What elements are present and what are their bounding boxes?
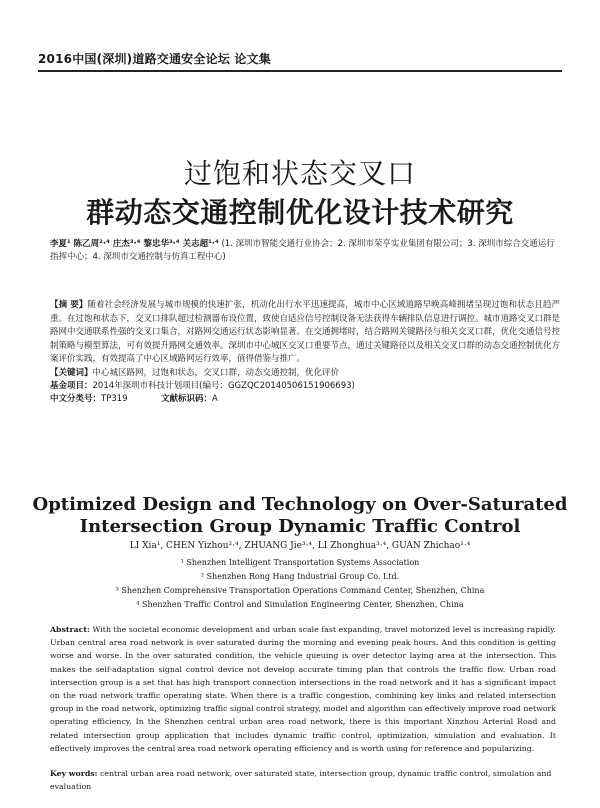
authors-block-cn: [50, 238, 560, 264]
funding-text: 2014年深圳市科技计划项目(编号：GGZQC20140506151906693): [92, 380, 355, 391]
affiliation-en-4: ⁴ Shenzhen Traffic Control and Simulation Engineering Center, Shenzhen, China: [136, 600, 464, 609]
affiliation-en-3: ³ Shenzhen Comprehensive Transportation Operations Command Center, Shenzhen, China: [115, 586, 485, 595]
keywords-cn-label: 【关键词】: [50, 367, 93, 378]
keywords-en-text: central urban area road network, over saturated state, intersection group, dynamic traffic control, simulation and evaluation: [50, 769, 552, 791]
affiliations-cn: (1. 深圳市智能交通行业协会；2. 深圳市荣亨实业集团有限公司；3. 深圳市综合交通运行指挥中心；4. 深圳市交通控制与仿真工程中心): [50, 239, 555, 262]
authors-en: LI Xia¹, CHEN Yizhou²·⁴, ZHUANG Jie³·⁴, LI Zhonghua³·⁴, GUAN Zhichao¹·⁴: [129, 541, 471, 551]
funding: [50, 380, 560, 393]
keywords-cn: [50, 367, 560, 380]
affiliation-en-2: ² Shenzhen Rong Hang Industrial Group Co. Ltd.: [200, 572, 400, 581]
funding-label: 基金项目：: [50, 380, 93, 391]
affiliation-en-1: ¹ Shenzhen Intelligent Transportation Systems Association: [180, 558, 420, 567]
classification-value: TP319: [101, 393, 128, 404]
doc-code-label: 文献标识码：: [161, 393, 213, 404]
keywords-en-label: Key words:: [50, 769, 98, 778]
title-en: Optimized Design and Technology on Over-Saturated Intersection Group Dynamic Traffic Control: [32, 494, 568, 537]
proceedings-header: 2016中国(深圳)道路交通安全论坛 论文集: [38, 52, 271, 66]
header-rule: [38, 70, 562, 72]
abstract-en-text: With the societal economic development and urban scale fast expanding, travel motorized level is increasing rapidly. Urban central area road network is over saturated during the morning and evening peak hours. And this condition is getting worse and worse. In the over saturated condition, the vehicle queuing is over detector laying area at the intersection. This makes the self-adaptation signal control device not develop accurate timing plan that controls the traffic flow. Urban road intersection group is a set that has high transport connection intersections in the road network and it has a significant impact on the road network traffic operating state. When there is a traffic congestion, combining key links and related intersection group in the road network, optimizing traffic signal control strategy, model and algorithm can effectively improve road network operating efficiency. In the Shenzhen central urban area road network, there is this important Xinzhou Arterial Road and related intersection group application that includes dynamic traffic control, optimization, simulation and evaluation. It effectively improves the central area road network operating efficiency and is worth using for reference and popularizing.: [50, 625, 556, 753]
title-cn-line1: 过饱和状态交叉口: [183, 157, 416, 190]
classification-row: [50, 393, 560, 406]
abstract-block-cn: [50, 299, 560, 406]
abstract-cn-text: 随着社会经济发展与城市规模的快速扩张，机动化出行水平迅速提高，城市中心区域道路早晚高峰拥堵呈现过饱和状态且趋严重。在过饱和状态下，交叉口排队超过检测器布设位置，致使自适应信号控制设备无法获得车辆排队信息进行调控。城市道路交叉口群是路网中交通联系性强的交叉口集合，对路网交通运行状态影响显著。在交通拥堵时，结合路网关键路径与相关交叉口群，优化交通信号控制策略与模型算法，可有效提升路网交通效率。深圳市中心城区交叉口重要节点，通过关键路径以及相关交叉口群的动态交通控制优化方案评价实践，有效提高了中心区域路网运行效率，值得借鉴与推广。: [50, 300, 561, 365]
abstract-cn: [50, 299, 560, 367]
title-cn-line2: 群动态交通控制优化设计技术研究: [86, 196, 514, 229]
authors-cn: 李夏¹ 陈乙周²·⁴ 庄杰³·⁴ 黎忠华³·⁴ 关志超¹·⁴: [50, 239, 219, 249]
abstract-cn-label: 【摘 要】: [50, 300, 88, 310]
keywords-en: [50, 767, 556, 793]
doc-code-value: A: [212, 393, 218, 404]
keywords-cn-text: 中心城区路网，过饱和状态，交叉口群，动态交通控制，优化评价: [92, 367, 340, 378]
classification-label: 中文分类号：: [50, 393, 102, 404]
abstract-en-label: Abstract:: [50, 625, 90, 634]
abstract-en: [50, 623, 556, 755]
